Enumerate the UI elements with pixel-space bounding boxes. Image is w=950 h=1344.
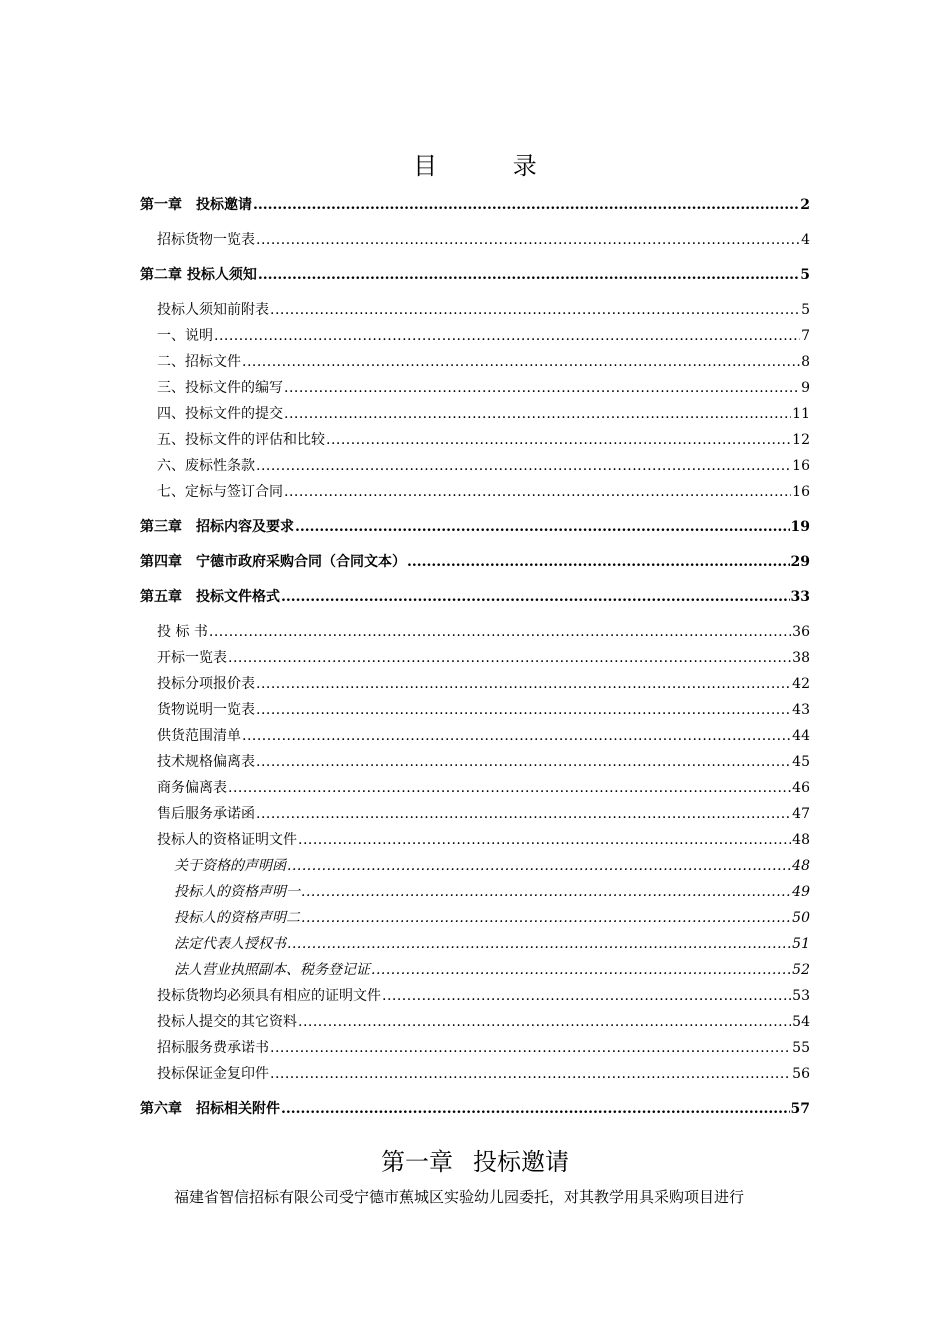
toc-leader-dots: [228, 779, 791, 797]
toc-entry-label: 五、投标文件的评估和比较: [157, 432, 325, 448]
toc-leader-dots: [371, 961, 791, 979]
toc-entry-page: 48: [792, 858, 810, 874]
toc-entry[interactable]: [140, 431, 810, 449]
toc-entry-label: 货物说明一览表: [157, 702, 255, 718]
toc-entry-label: 招标货物一览表: [157, 232, 255, 248]
toc-entry-label: 投标人的资格声明一: [174, 884, 300, 900]
toc-leader-dots: [326, 431, 791, 449]
toc-entry-page: 38: [792, 650, 810, 666]
toc-entry-label: 四、投标文件的提交: [157, 406, 283, 422]
toc-entry[interactable]: [140, 857, 810, 875]
toc-entry-page: 44: [792, 728, 810, 744]
toc-entry-page: 11: [792, 406, 810, 422]
table-of-contents: [140, 196, 810, 1118]
toc-entry-label: 商务偏离表: [157, 780, 227, 796]
toc-entry-label: 招标服务费承诺书: [157, 1040, 269, 1056]
toc-entry-page: 2: [800, 197, 810, 213]
toc-entry-label: 投标人的资格证明文件: [157, 832, 297, 848]
toc-entry-label: 投标分项报价表: [157, 676, 255, 692]
intro-paragraph: 福建省智信招标有限公司受宁德市蕉城区实验幼儿园委托，对其教学用具采购项目进行: [174, 1188, 745, 1206]
toc-entry-page: 54: [792, 1014, 810, 1030]
toc-leader-dots: [407, 553, 790, 571]
toc-entry-label: 第五章 投标文件格式: [140, 589, 280, 605]
toc-entry-label: 六、废标性条款: [157, 458, 255, 474]
toc-entry-page: 48: [792, 832, 810, 848]
toc-entry[interactable]: [140, 588, 810, 606]
toc-leader-dots: [242, 353, 800, 371]
toc-leader-dots: [256, 701, 791, 719]
toc-entry-page: 49: [792, 884, 810, 900]
toc-leader-dots: [242, 727, 791, 745]
toc-entry[interactable]: [140, 457, 810, 475]
toc-leader-dots: [228, 649, 791, 667]
toc-leader-dots: [284, 405, 791, 423]
toc-entry[interactable]: [140, 805, 810, 823]
toc-leader-dots: [281, 588, 790, 606]
toc-leader-dots: [270, 301, 800, 319]
toc-leader-dots: [295, 518, 790, 536]
toc-entry[interactable]: [140, 1100, 810, 1118]
toc-entry-page: 16: [792, 484, 810, 500]
toc-entry-label: 供货范围清单: [157, 728, 241, 744]
toc-leader-dots: [270, 1065, 791, 1083]
toc-leader-dots: [256, 231, 800, 249]
toc-leader-dots: [301, 909, 791, 927]
toc-entry-page: 33: [790, 589, 810, 605]
toc-title: 目 录: [413, 152, 571, 180]
toc-entry[interactable]: [140, 883, 810, 901]
toc-entry-page: 8: [801, 354, 810, 370]
toc-entry[interactable]: [140, 623, 810, 641]
toc-entry-page: 19: [790, 519, 810, 535]
toc-entry[interactable]: [140, 649, 810, 667]
toc-entry-label: 第三章 招标内容及要求: [140, 519, 294, 535]
toc-entry-label: 投标货物均必须具有相应的证明文件: [157, 988, 381, 1004]
toc-entry-page: 43: [792, 702, 810, 718]
toc-entry[interactable]: [140, 701, 810, 719]
toc-entry-label: 关于资格的声明函: [174, 858, 286, 874]
toc-entry-page: 57: [790, 1101, 810, 1117]
toc-leader-dots: [284, 379, 800, 397]
toc-entry[interactable]: [140, 301, 810, 319]
toc-leader-dots: [287, 935, 791, 953]
toc-leader-dots: [256, 805, 791, 823]
toc-entry-label: 售后服务承诺函: [157, 806, 255, 822]
toc-entry[interactable]: [140, 353, 810, 371]
toc-entry[interactable]: [140, 405, 810, 423]
toc-entry-label: 第四章 宁德市政府采购合同（合同文本）: [140, 554, 406, 570]
toc-entry[interactable]: [140, 987, 810, 1005]
toc-entry-page: 55: [792, 1040, 810, 1056]
toc-leader-dots: [214, 327, 800, 345]
toc-entry[interactable]: [140, 727, 810, 745]
toc-entry-page: 52: [792, 962, 810, 978]
toc-leader-dots: [270, 1039, 791, 1057]
toc-entry[interactable]: [140, 327, 810, 345]
toc-entry-page: 51: [792, 936, 810, 952]
toc-entry-label: 三、投标文件的编写: [157, 380, 283, 396]
toc-entry[interactable]: [140, 553, 810, 571]
toc-leader-dots: [281, 1100, 790, 1118]
toc-entry-label: 第二章 投标人须知: [140, 267, 257, 283]
toc-entry-page: 29: [790, 554, 810, 570]
toc-entry-page: 9: [801, 380, 810, 396]
toc-entry[interactable]: [140, 266, 810, 284]
toc-entry[interactable]: [140, 779, 810, 797]
toc-entry[interactable]: [140, 1065, 810, 1083]
toc-leader-dots: [209, 623, 791, 641]
toc-entry-page: 5: [801, 302, 810, 318]
toc-leader-dots: [256, 457, 791, 475]
toc-leader-dots: [298, 1013, 791, 1031]
toc-entry-page: 42: [792, 676, 810, 692]
toc-leader-dots: [258, 266, 799, 284]
toc-leader-dots: [284, 483, 791, 501]
toc-entry[interactable]: [140, 1039, 810, 1057]
toc-entry-label: 一、说明: [157, 328, 213, 344]
toc-entry-page: 53: [792, 988, 810, 1004]
toc-entry-label: 投标人须知前附表: [157, 302, 269, 318]
toc-entry[interactable]: [140, 1013, 810, 1031]
toc-entry-label: 投标保证金复印件: [157, 1066, 269, 1082]
toc-entry-page: 50: [792, 910, 810, 926]
toc-entry[interactable]: [140, 675, 810, 693]
toc-entry-page: 56: [792, 1066, 810, 1082]
toc-entry-page: 45: [792, 754, 810, 770]
chapter-heading: [0, 1142, 950, 1177]
toc-entry-page: 36: [792, 624, 810, 640]
toc-leader-dots: [253, 196, 799, 214]
toc-entry[interactable]: [140, 231, 810, 249]
chapter-title: 投标邀请: [473, 1148, 569, 1176]
toc-entry-label: 法定代表人授权书: [174, 936, 286, 952]
toc-entry-label: 第六章 招标相关附件: [140, 1101, 280, 1117]
toc-entry-page: 5: [800, 267, 810, 283]
toc-leader-dots: [301, 883, 791, 901]
toc-leader-dots: [256, 753, 791, 771]
toc-entry-page: 4: [801, 232, 810, 248]
toc-entry-label: 技术规格偏离表: [157, 754, 255, 770]
toc-entry-page: 46: [792, 780, 810, 796]
toc-entry[interactable]: [140, 753, 810, 771]
toc-entry[interactable]: [140, 935, 810, 953]
toc-entry-label: 开标一览表: [157, 650, 227, 666]
toc-leader-dots: [287, 857, 791, 875]
toc-entry[interactable]: [140, 961, 810, 979]
toc-leader-dots: [256, 675, 791, 693]
toc-entry[interactable]: [140, 518, 810, 536]
toc-entry[interactable]: [140, 379, 810, 397]
toc-entry-page: 7: [801, 328, 810, 344]
toc-leader-dots: [382, 987, 791, 1005]
toc-entry[interactable]: [140, 831, 810, 849]
toc-entry-page: 12: [792, 432, 810, 448]
toc-entry[interactable]: [140, 196, 810, 214]
toc-entry-label: 二、招标文件: [157, 354, 241, 370]
chapter-number: 第一章: [381, 1148, 453, 1176]
toc-entry[interactable]: [140, 483, 810, 501]
toc-entry-label: 投 标 书: [157, 624, 208, 640]
toc-entry-label: 法人营业执照副本、税务登记证: [174, 962, 370, 978]
toc-entry-label: 投标人提交的其它资料: [157, 1014, 297, 1030]
toc-entry-label: 第一章 投标邀请: [140, 197, 252, 213]
toc-entry[interactable]: [140, 909, 810, 927]
toc-leader-dots: [298, 831, 791, 849]
toc-entry-label: 投标人的资格声明二: [174, 910, 300, 926]
toc-entry-label: 七、定标与签订合同: [157, 484, 283, 500]
toc-entry-page: 47: [792, 806, 810, 822]
toc-entry-page: 16: [792, 458, 810, 474]
